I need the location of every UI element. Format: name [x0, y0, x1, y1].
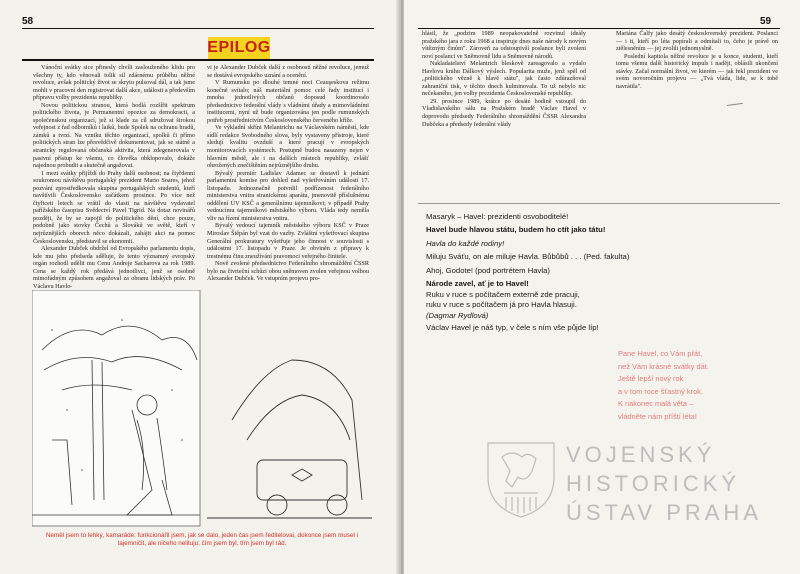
left-column-2 [207, 64, 369, 283]
page-number: 58 [22, 16, 34, 27]
slogans-block [426, 210, 786, 335]
watermark-emblem-icon [482, 437, 560, 521]
epilog-heading-box [208, 37, 270, 59]
cartoon-illustration [32, 290, 372, 528]
poem-line: než Vám krásné svátky dát. [618, 361, 709, 371]
paragraph: Novou politickou stranou, která hodlá rozšířit spektrum politického života, je Permanentní opozice za demokracii, a společenskou organizací, jež si klade za cíl sdružovat širokou veřejnost z řad odborníků i laiků, bude Spolek na ochranu hradů, zámků a tvrzí. Na vzniku těchto organizací, spolků či přímo politických stran lze přesvědčivě dokumentovat, jak se státně a stranicky regulovaná občanská aktivita, která zdegenerovala v pasivní přístup ke všemu, co člověka obklopovalo, dokáže najednou probudit a skutečně angažovat. [33, 101, 195, 170]
poem-line: a v tom roce šťastný krok. [618, 386, 703, 396]
slogan: ruku v ruce s počítačem já pro Havla hlasuji. [426, 300, 577, 310]
paragraph: Vánoční svátky sice přinesly chvíli zaslouženého klidu pro všechny ty, kdo věnovali tolik sil zdárnému průběhu něžné revoluce, avšak politický život se skrytu pulsoval dál, a tak jsme mohli v pracovní den registrovat další akce, události a především přípravu volby prezidenta republiky. [33, 64, 195, 102]
slogan: Národe zavel, ať je to Havel! [426, 279, 529, 289]
slogan: Havla do každé rodiny! [426, 238, 505, 248]
paragraph: Alexander Dubček obdržel od Evropského parlamentu dopis, kde mu jeho předseda sděluje, že tento významný evropský orgán rozhodl udělit mu Cenu Andreje Sacharova za rok 1989. Cena se každý rok předává jednotlivci, jenž se osobně mimořádným způsobem angažoval za obranu lidských práv. Po Václavu Havlo- [33, 245, 195, 290]
slogan: Václav Havel je náš typ, v čele s ním vše půjde líp! [426, 323, 599, 333]
poem-line: K nakonec malá věta – [618, 399, 694, 409]
right-page [404, 0, 800, 574]
paragraph: Bývalý premiér Ladislav Adamec se dostavil k jednání parlamentní komise pro dohled nad vyšetřováním událostí 17. listopadu. Jednoznačně potvrdil podřízenost federálního ministerstva vnitra stranickému aparátu, jmenovitě příslušnému oddělení ÚV KSČ a generálnímu tajemníkovi; v případě Prahy vedoucímu tajemníkovi městského výboru. Vláda tedy neměla vliv na řízení ministerstva vnitra. [207, 169, 369, 222]
section-rule [418, 203, 780, 204]
heading-rule [22, 59, 374, 61]
right-column-1 [422, 30, 586, 128]
watermark-line: ÚSTAV PRAHA [566, 500, 762, 525]
poem-line: Ještě lepší nový rok [618, 374, 684, 384]
paragraph: Nově zvolené předsednictvo Federálního shromáždění ČSSR bylo na čtvrteční schůzi obou sněmoven zvolen veřejnou volbou Alexander Dubček. Ve vstupním projevu pro- [207, 260, 369, 283]
epilog-heading: EPILOG [207, 39, 271, 56]
top-rule [418, 28, 780, 29]
watermark-line: HISTORICKÝ [566, 471, 741, 496]
poem-block [618, 348, 709, 424]
paragraph: V Rumunsku po dlouhé temné noci Ceauşeskova režimu konečně svítalo; náš materiální pomoc celé řady institucí i mnoha jednotlivých občanů doposud koordinovalo předsednictvo federální vlády s vládními úřady a mimovládními institucemi, nyní už bude organizována jen podle rumunských potřeb prostřednictvím Československého červeného kříže. [207, 79, 369, 124]
slogan: Ahoj, Godote! (pod portrétem Havla) [426, 265, 550, 275]
watermark-line: VOJENSKÝ [566, 442, 716, 467]
slogan: Miluju Sváťu, on ale miluje Havla. Bůbůbů . . . (Ped. fakulta) [426, 252, 630, 262]
slogan: Masaryk – Havel: prezidenti osvoboditelé! [426, 212, 569, 221]
left-column-1 [33, 64, 195, 290]
paragraph: Ve výkladní skříni Melantrichu na Václavském náměstí, kde sídlí redakce Svobodného slova, byly vystaveny přístroje, které sledují kvalitu ovzduší a které pracují v evropských monitorovacích systémech. Postupně budou nasazeny nejen v hlavním městě, ale i na dalších místech republiky, zvlášť ohrožených znečištěním nejrůznějšího druhu. [207, 124, 369, 170]
slogan: (Dagmar Rydlová) [426, 311, 489, 321]
cartoon-caption: Neměl jsem to lehký, kamaráde: funkcionářil jsem, jak se dalo, jeden čas jsem ředitelovai, dokonce jsem musel i tajemničit, ale ničeho nelituju; čím jsem byl, tím jsem byl rád. [45, 532, 359, 548]
slogan: Havel bude hlavou státu, budem ho ctít jako tátu! [426, 225, 606, 235]
handwritten-mark [725, 91, 743, 106]
paragraph: hlásil, že „podzim 1989 neopakovatelně rozvinul ideály pražského jara z roku 1968 a inspiruje dnes naše národy k novým vítězným činům". Zároveň za odstoupivší poslance byli zvoleni noví poslanci ve Sněmovně lidu a Sněmovně národů. [422, 30, 586, 60]
page-number: 59 [760, 16, 772, 27]
paragraph: Poslední kapitola něžné revoluce je u konce, studenti, kteří tomu všemu další historický impuls i naději, oblásili ukončení stávky. Začal normální život, ve kterém — jak řekl prezident ve svém novoročním projevu — „Tvá vláda, lide, se k tobě navrátila". [616, 52, 778, 90]
poem-line: Pane Havel, co Vám přát, [618, 349, 703, 358]
right-column-2 [616, 30, 778, 90]
paragraph: 1 mezi svátky přijíždí do Prahy další osobnost; na čtyřdenní soukromou návštěvu portugalský prezident Mario Soares, jehož pozvání zprostředkovala skupina portugalských studentů, kteří navštívili Československo začátkem prosince. Po více než čtyřiceti letech se vrátil do vlasti na návštěvu vydavatel pařížského časopisu Svědectví Pavel Tigrid. Na dotaz novinářů později, že by se zapojil do politického dění, chce pouze, podobně jako stovky Čechů a Slováků ve světě, kteří v nejrůznějších oborech něco dokázali, zahájit akci na pomoc Československu, představil se ekonomii. [33, 169, 195, 245]
paragraph: Bývalý vedoucí tajemník městského výboru KSČ v Praze Miroslav Štěpán byl vzat do vazby. Zvláštní vyšetřovací skupina Generální prokuratury vyšetřuje jeho činnost v souvislosti s událostmi 17. listopadu v Praze. Je obviněn z přípravy k trestnému činu zneužívání pravomoci veřejného činitele. [207, 222, 369, 260]
slogan: Ruku v ruce s počítačem externě zde pracuji, [426, 290, 580, 300]
poem-line: vládněte nám příští léta! [618, 411, 697, 421]
paragraph: Nakladatelství Melantrich bleskově zareagovalo a vydalo Havlovu knihu Dálkový výslech. Popularita muže, jenž spěl od „politického vězně k hlavě státu", jak často zdůrazňoval zahraniční tisk, v těchto dnech kulminovala. To už nebylo nic nečekaného, jen volby prezidenta Československé republiky. [422, 60, 586, 98]
paragraph: Mariána Čalfy jako desátý československý prezident. Poslanci — i ti, kteří po léta popírali a odmítali to, čeho je právě on ztělesněním — jej zvolili jednomyslně. [616, 30, 778, 53]
paragraph: 29. prosince 1989, krátce po desáté hodině vstoupil do Vladislavského sálu na Pražském hradě Václav Havel v doprovodu předsedy Federálního shromáždění ČSSR Alexandra Dubčeka a předsedy federální vlády [422, 97, 586, 128]
paragraph: vi je Alexander Dubček další z osobností něžné revoluce, jemuž se dostává evropského uznání a ocenění. [207, 64, 369, 79]
watermark-text [566, 440, 762, 527]
top-rule [22, 28, 374, 29]
